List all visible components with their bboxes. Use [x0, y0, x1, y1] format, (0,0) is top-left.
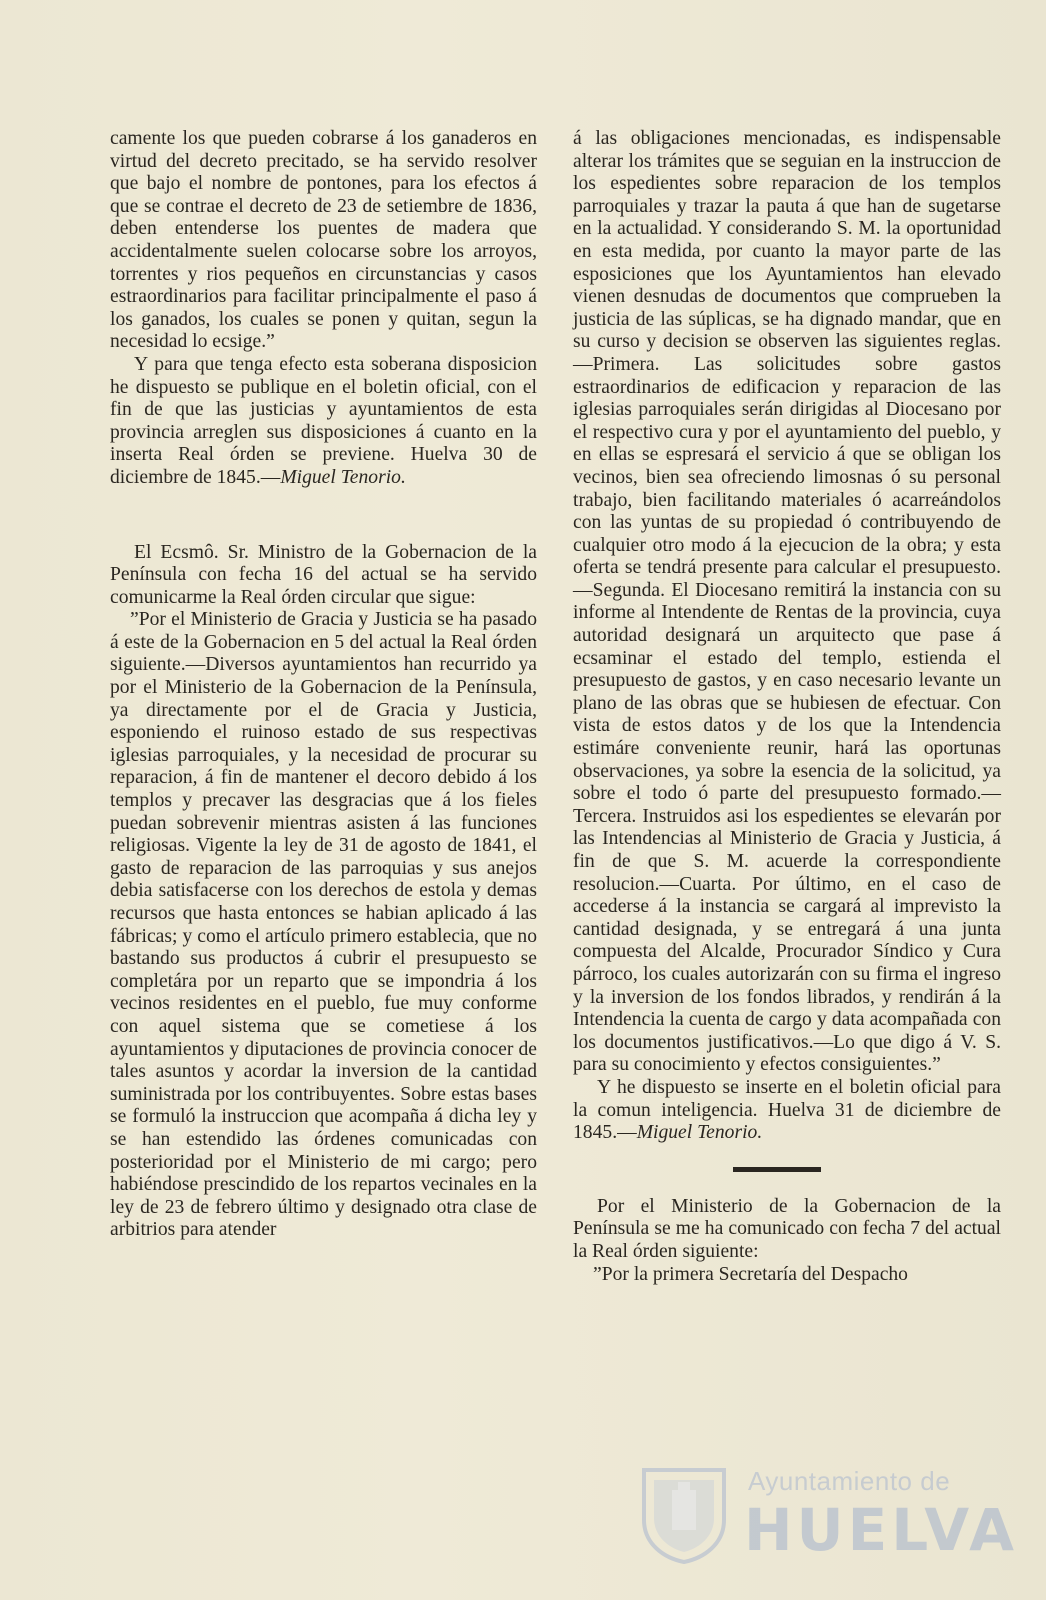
- huelva-shield-icon: [636, 1464, 732, 1564]
- right-column: [573, 128, 1001, 1286]
- left-publication-text: Y para que tenga efecto esta soberana disposicion he dispuesto se publique en el boletin oficial, con el fin de que las justicias y ayuntamientos de esta provincia arreglen sus disposiciones á cuanto en la inserta Real órden se previene. Huelva 30 de diciembre de 1845.—: [110, 353, 537, 488]
- left-signature: Miguel Tenorio.: [280, 466, 406, 488]
- left-paragraph-minister: El Ecsmô. Sr. Ministro de la Gobernacion de la Península con fecha 16 del actual se ha servido comunicarme la Real órden circular que sigue:: [110, 541, 537, 608]
- right-paragraph-secretaria: ”Por la primera Secretaría del Despacho: [593, 1263, 908, 1285]
- right-paragraph-rules: á las obligaciones mencionadas, es indispensable alterar los trámites que se seguian en la instruccion de los espedientes sobre reparacion de los templos parroquiales y trazar la pauta á que han de sugetarse en la actualidad. Y considerando S. M. la oportunidad en esta medida, por cuanto la mayor parte de las esposiciones que los Ayuntamientos han elevado vienen desnudas de documentos que comprueben la justicia de las súplicas, se ha dignado mandar, que en su curso y decision se observen las siguientes reglas.—Primera. Las solicitudes sobre gastos estraordinarios de edificacion y reparacion de las iglesias parroquiales serán dirigidas al Diocesano por el respectivo cura y por el ayuntamiento del pueblo, y en ellas se espresará el servicio á que se obligan los vecinos, bien sea ofreciendo limosnas ó su personal trabajo, bien facilitando materiales ó acarreándolos con las yuntas de su propiedad ó contribuyendo de cualquier otro modo á la ejecucion de la obra; y esta oferta se tendrá presente para calcular el presupuesto.—Segunda. El Diocesano remitirá la instancia con su informe al Intendente de Rentas de la provincia, cuya autoridad designará un arquitecto que pase á ecsaminar el estado del templo, estienda el presupuesto de gastos, y en caso necesario levante un plano de las obras que se hubiesen de efectuar. Con vista de estos datos y de los que la Intendencia estimáre conveniente reunir, hará las oportunas observaciones, ya sobre la esencia de la solicitud, ya sobre el todo ó parte del presupuesto formado.—Tercera. Instruidos asi los espedientes se elevarán por las Intendencias al Ministerio de Gracia y Justicia, á fin de que S. M. acuerde la correspondiente resolucion.—Cuarta. Por último, en el caso de accederse á la instancia se cargará al imprevisto la cantidad designada, y se entregará á una junta compuesta del Alcalde, Procurador Síndico y Cura párroco, los cuales autorizarán con su firma el ingreso y la inversion de los fondos librados, y rendirán á la Intendencia la cuenta de cargo y data acompañada con los documentos justificativos.—Lo que digo á V. S. para su conocimiento y efectos consiguientes.”: [573, 128, 1001, 1076]
- left-paragraph-royal-order: ”Por el Ministerio de Gracia y Justicia se ha pasado á este de la Gobernacion en 5 del actual la Real órden siguiente.—Diversos ayuntamientos han recurrido ya por el Ministerio de la Gobernacion de la Península, ya directamente por el de Gracia y Justicia, esponiendo el ruinoso estado de sus respectivas iglesias parroquiales, y la necesidad de procurar su reparacion, á fin de mantener el decoro debido á los templos y precaver las desgracias que á los fieles puedan sobrevenir mientras asisten á las funciones religiosas. Vigente la ley de 31 de agosto de 1841, el gasto de reparacion de las parroquias y sus anejos debia satisfacerse con los derechos de estola y demas recursos que hasta entonces se habian aplicado á las fábricas; y como el artículo primero establecia, que no bastando sus productos á cubrir el presupuesto se completára por un reparto que se impondria á los vecinos residentes en el pueblo, fue muy conforme con aquel sistema que se cometiese á los ayuntamientos y diputaciones de provincia conocer de tales asuntos y acordar la inversion de la cantidad suministrada por los contribuyentes. Sobre estas bases se formuló la instruccion que acompaña á dicha ley y se han estendido las órdenes comunicadas con posterioridad por el Ministerio de mi cargo; pero habiéndose prescindido de los repartos vecinales en la ley de 23 de febrero último y designado otra clase de arbitrios para atender: [110, 609, 537, 1241]
- watermark-line1: Ayuntamiento de: [748, 1466, 951, 1496]
- ayuntamiento-watermark: [636, 1460, 1019, 1570]
- left-column: [110, 128, 537, 1242]
- left-paragraph-publication: [110, 354, 537, 490]
- right-publication-text: Y he dispuesto se inserte en el boletin oficial para la comun inteligencia. Huelva 31 de diciembre de 1845.—: [573, 1076, 1001, 1144]
- right-signature: Miguel Tenorio.: [636, 1122, 763, 1144]
- watermark-line2: HUELVA: [744, 1496, 1019, 1564]
- right-paragraph-publication: [573, 1077, 1001, 1145]
- right-paragraph-gobernacion: Por el Ministerio de la Gobernacion de la Península se me ha comunicado con fecha 7 del actual la Real órden siguiente:: [573, 1195, 1001, 1262]
- right-section-divider: [733, 1167, 821, 1172]
- left-paragraph-pontones: camente los que pueden cobrarse á los ganaderos en virtud del decreto precitado, se ha servido resolver que bajo el nombre de pontones, para los efectos á que se contrae el decreto de 23 de setiembre de 1836, deben entenderse los puentes de madera que accidentalmente suelen colocarse sobre los arroyos, torrentes y rios pequeños en circunstancias y casos estraordinarios para facilitar principalmente el paso á los ganados, los cuales se ponen y quitan, segun la necesidad lo ecsige.”: [110, 128, 537, 353]
